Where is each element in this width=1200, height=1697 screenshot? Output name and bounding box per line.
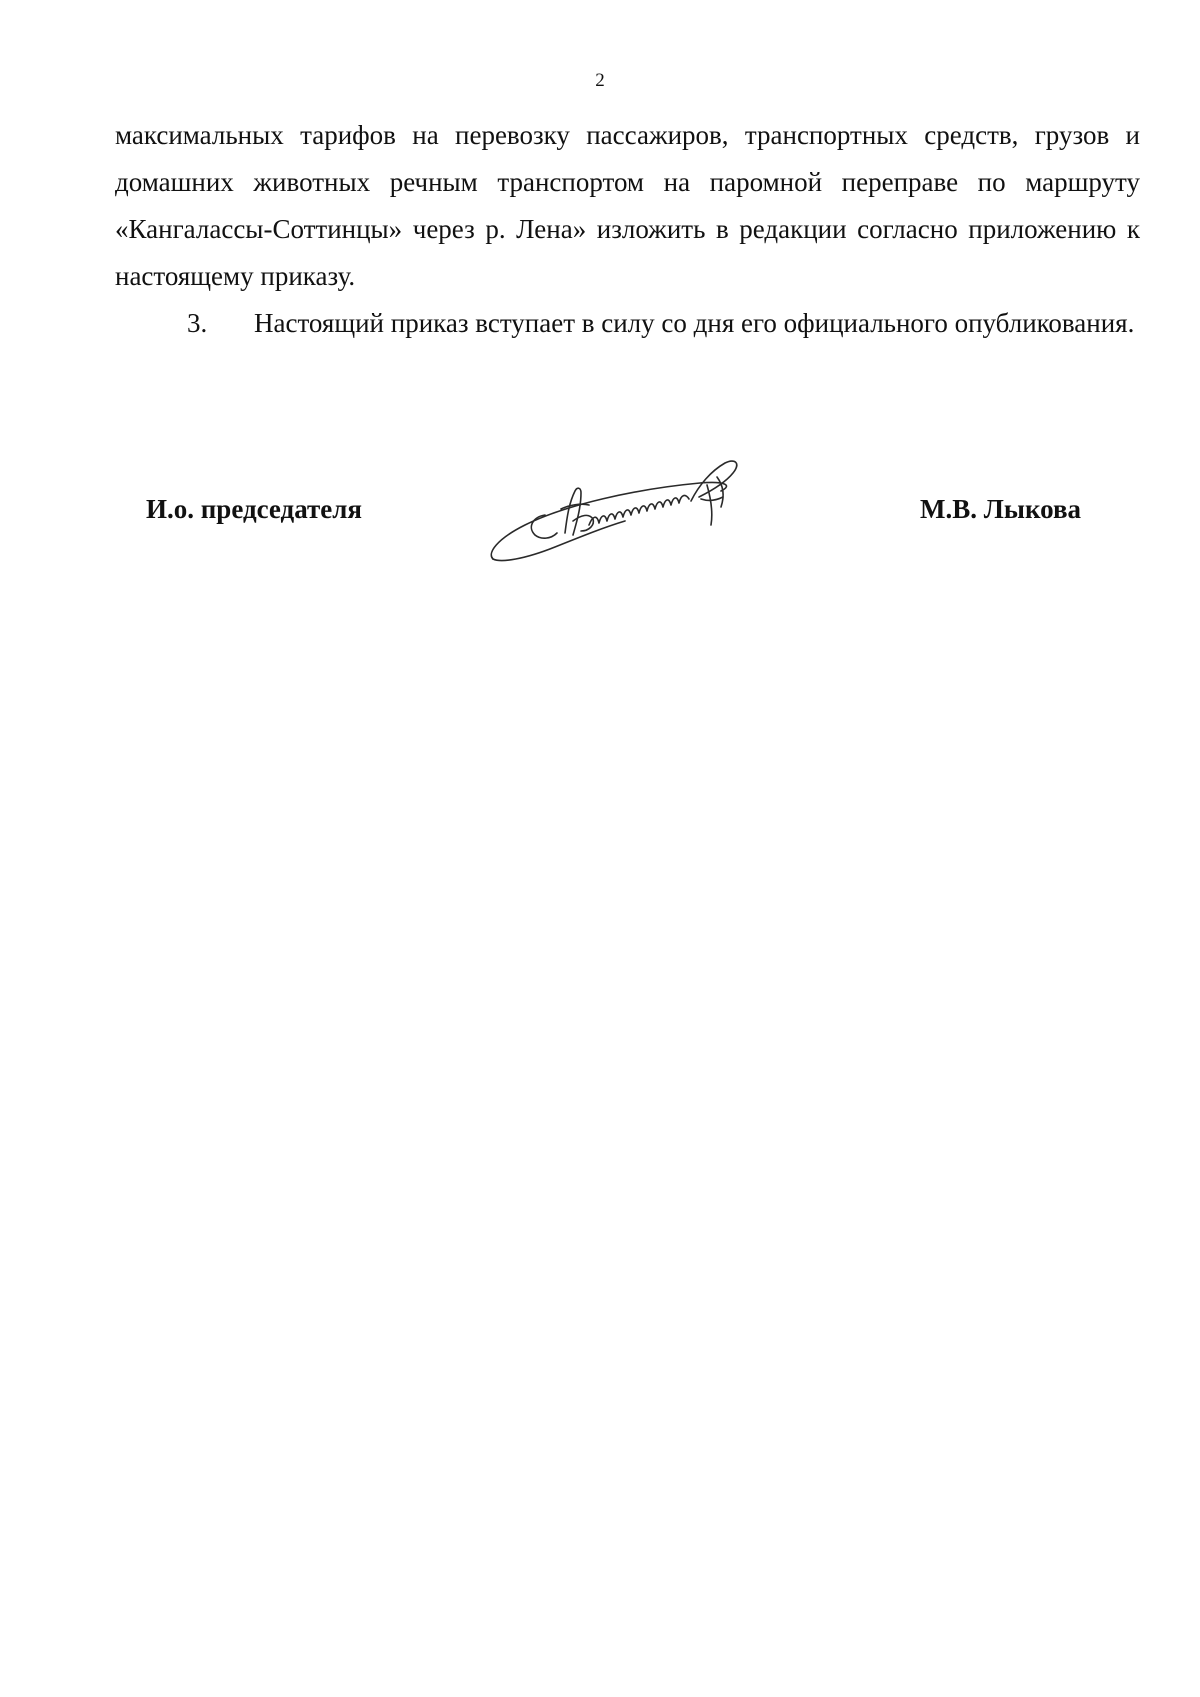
item-number: 3. [187,308,208,338]
page-number: 2 [595,70,605,91]
signatory-position: И.о. председателя [146,494,363,524]
document-body [115,112,1140,347]
signature-block [0,455,1200,575]
paragraph-continued: максимальных тарифов на перевозку пассажиров, транспортных средств, грузов и домашних животных речным транспортом на паромной переправе по маршруту «Кангалассы-Соттинцы» через р. Лена» изложить в редакции согласно приложению к настоящему приказу. [115,120,1140,291]
item-text: Настоящий приказ вступает в силу со дня его официального опубликования. [254,308,1135,338]
handwritten-signature [485,455,785,565]
signatory-name: М.В. Лыкова [920,494,1082,524]
paragraph-item-3 [115,300,1140,347]
